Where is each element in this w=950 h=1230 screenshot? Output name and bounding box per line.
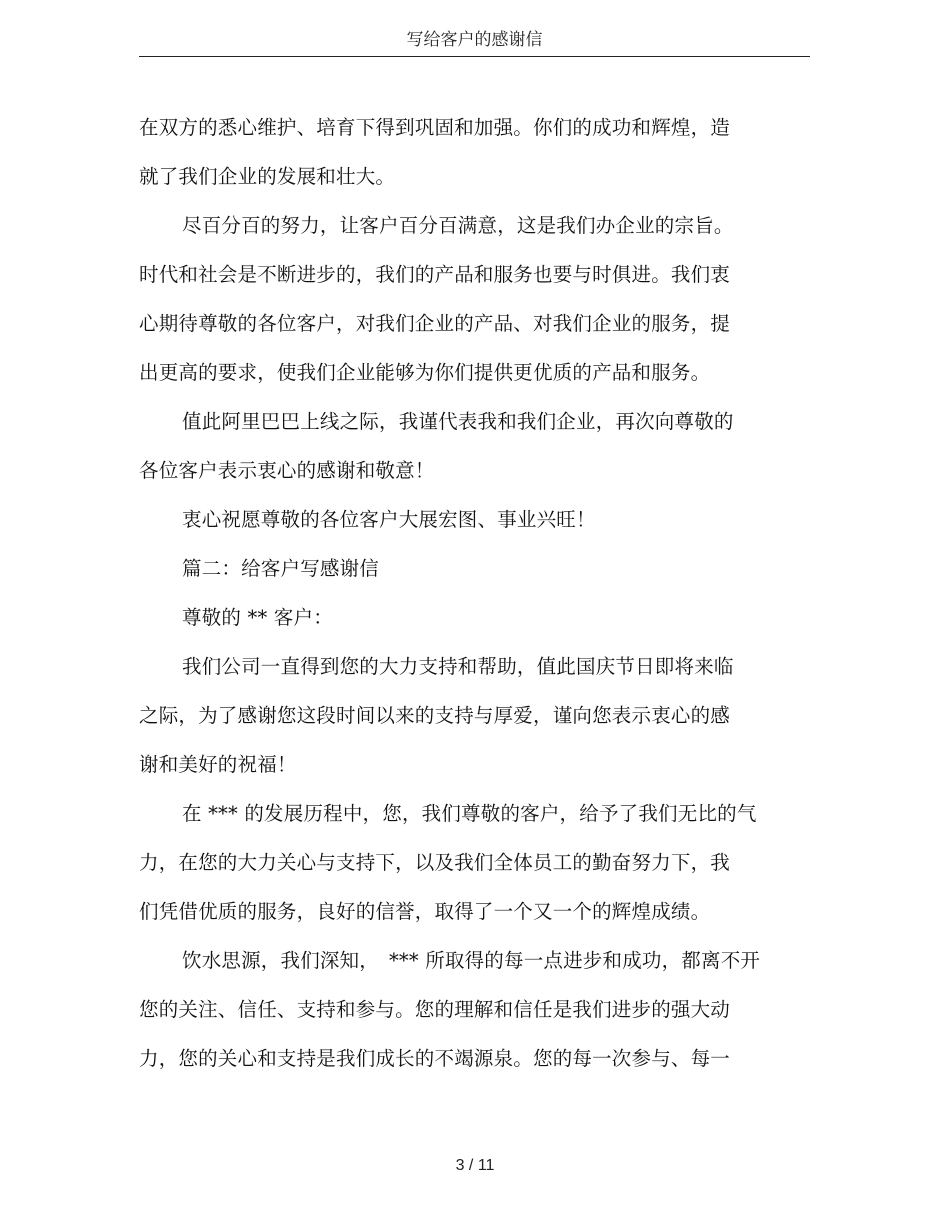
text-line: 出更高的要求，使我们企业能够为你们提供更优质的产品和服务。 [139,361,711,384]
text-line: 各位客户表示衷心的感谢和敬意！ [139,459,435,482]
text-line: 衷心祝愿尊敬的各位客户大展宏图、事业兴旺！ [182,508,596,531]
page-number: 3 / 11 [455,1157,495,1174]
text-line: 在 *** 的发展历程中，您，我们尊敬的客户，给予了我们无比的气 [182,802,757,825]
text-line: 饮水思源，我们深知， *** 所取得的每一点进步和成功，都离不开 [182,949,761,972]
text-line: 谢和美好的祝福！ [139,753,297,776]
section-heading: 篇二：给客户写感谢信 [182,557,380,580]
text-line: 们凭借优质的服务，良好的信誉，取得了一个又一个的辉煌成绩。 [139,900,711,923]
text-line: 您的关注、信任、支持和参与。您的理解和信任是我们进步的强大动 [139,998,731,1021]
text-line: 力，您的关心和支持是我们成长的不竭源泉。您的每一次参与、每一 [139,1047,731,1070]
text-line: 尽百分百的努力，让客户百分百满意，这是我们办企业的宗旨。 [182,214,734,237]
text-line: 时代和社会是不断进步的，我们的产品和服务也要与时俱进。我们衷 [139,263,731,286]
document-body [139,103,819,1083]
salutation: 尊敬的 ** 客户： [182,606,333,629]
header-divider [139,56,810,57]
text-line: 值此阿里巴巴上线之际，我谨代表我和我们企业，再次向尊敬的 [182,410,734,433]
text-line: 力，在您的大力关心与支持下，以及我们全体员工的勤奋努力下，我 [139,851,731,874]
text-line: 心期待尊敬的各位客户，对我们企业的产品、对我们企业的服务，提 [139,312,731,335]
text-line: 就了我们企业的发展和壮大。 [139,165,396,188]
text-line: 之际，为了感谢您这段时间以来的支持与厚爱，谨向您表示衷心的感 [139,704,731,727]
text-line: 在双方的悉心维护、培育下得到巩固和加强。你们的成功和辉煌，造 [139,116,731,139]
page-header: 写给客户的感谢信 [406,30,543,50]
text-line: 我们公司一直得到您的大力支持和帮助，值此国庆节日即将来临 [182,655,734,678]
